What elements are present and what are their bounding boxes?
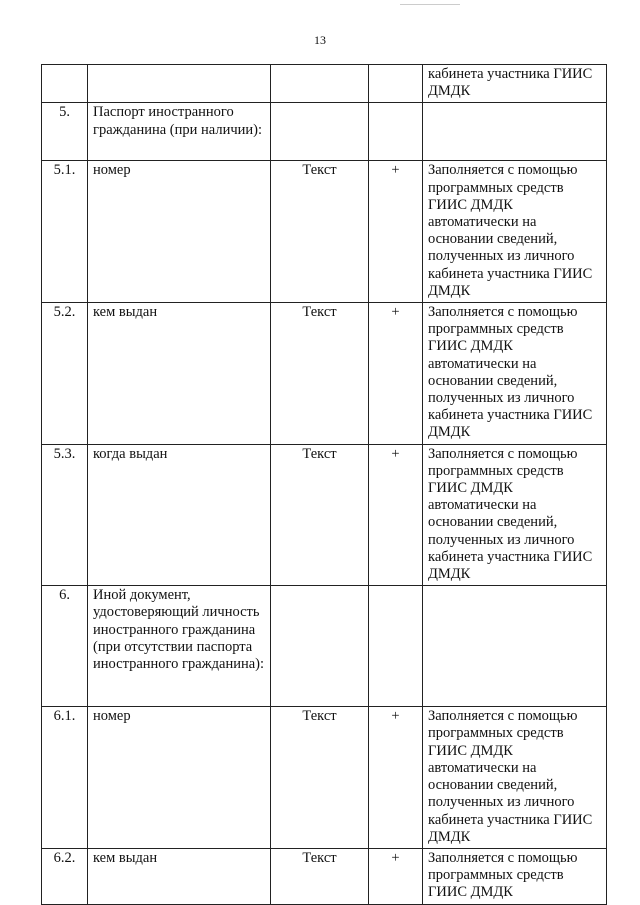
field-name [88, 65, 271, 103]
row-number: 6. [42, 586, 88, 707]
field-name: номер [88, 707, 271, 849]
required-mark: + [369, 444, 423, 586]
fill-note [423, 586, 607, 707]
field-name: Иной документ, удостоверяющий личность иностранного гражданина (при отсутствии паспорта иностранного гражданина): [88, 586, 271, 707]
field-name: кем выдан [88, 848, 271, 904]
fill-note: Заполняется с помощью программных средств ГИИС ДМДК автоматически на основании сведений, полученных из личного кабинета участника ГИИС ДМДК [423, 707, 607, 849]
table-row [42, 444, 607, 586]
field-type: Текст [271, 303, 369, 445]
required-mark: + [369, 303, 423, 445]
field-type: Текст [271, 444, 369, 586]
required-mark [369, 65, 423, 103]
field-type [271, 103, 369, 161]
field-type [271, 65, 369, 103]
field-name: когда выдан [88, 444, 271, 586]
required-mark: + [369, 161, 423, 303]
row-number: 5.1. [42, 161, 88, 303]
scan-edge-mark [400, 4, 460, 5]
row-number: 6.2. [42, 848, 88, 904]
field-name: кем выдан [88, 303, 271, 445]
table-row [42, 161, 607, 303]
fill-note [423, 103, 607, 161]
required-mark: + [369, 707, 423, 849]
row-number [42, 65, 88, 103]
table-row [42, 586, 607, 707]
table-row [42, 303, 607, 445]
field-name: Паспорт иностранного гражданина (при наличии): [88, 103, 271, 161]
table-row [42, 848, 607, 904]
row-number: 6.1. [42, 707, 88, 849]
fill-note: Заполняется с помощью программных средств ГИИС ДМДК автоматически на основании сведений, полученных из личного кабинета участника ГИИС ДМДК [423, 161, 607, 303]
fields-table [41, 64, 607, 905]
fill-note: Заполняется с помощью программных средств ГИИС ДМДК [423, 848, 607, 904]
row-number: 5. [42, 103, 88, 161]
required-mark [369, 586, 423, 707]
field-name: номер [88, 161, 271, 303]
field-type [271, 586, 369, 707]
field-type: Текст [271, 707, 369, 849]
table-row [42, 65, 607, 103]
table-row [42, 103, 607, 161]
field-type: Текст [271, 161, 369, 303]
row-number: 5.2. [42, 303, 88, 445]
table-row [42, 707, 607, 849]
row-number: 5.3. [42, 444, 88, 586]
fill-note: кабинета участника ГИИС ДМДК [423, 65, 607, 103]
page-number: 13 [314, 33, 326, 47]
field-type: Текст [271, 848, 369, 904]
fill-note: Заполняется с помощью программных средств ГИИС ДМДК автоматически на основании сведений, полученных из личного кабинета участника ГИИС ДМДК [423, 444, 607, 586]
required-mark: + [369, 848, 423, 904]
fill-note: Заполняется с помощью программных средств ГИИС ДМДК автоматически на основании сведений, полученных из личного кабинета участника ГИИС ДМДК [423, 303, 607, 445]
required-mark [369, 103, 423, 161]
